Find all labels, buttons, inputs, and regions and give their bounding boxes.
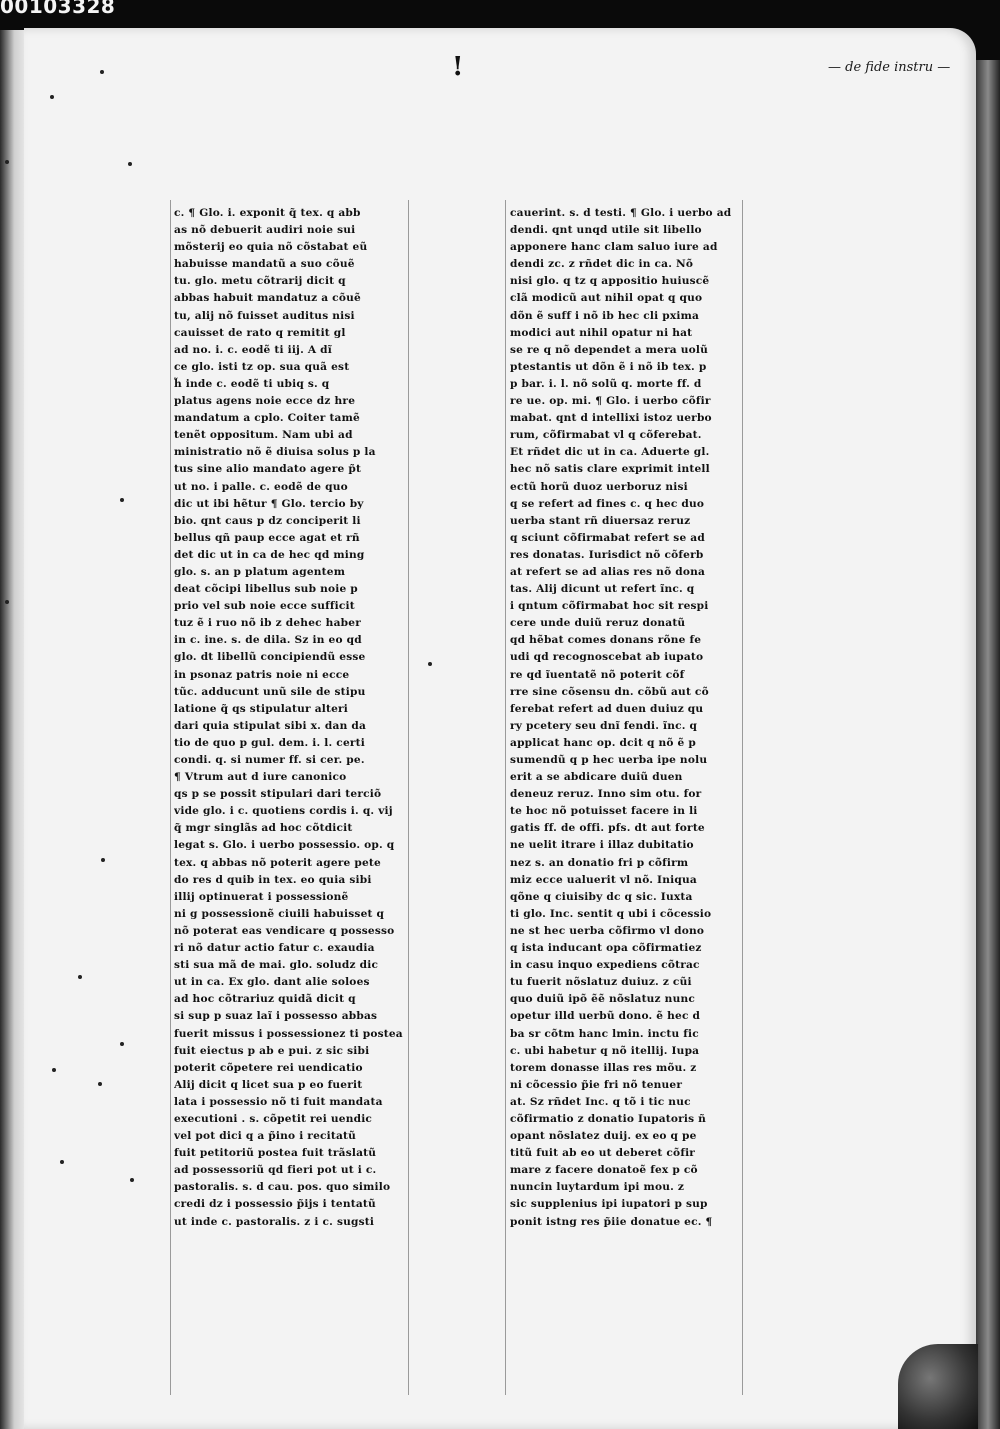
text-line: c. ¶ Glo. i. exponit q̃ tex. q abb bbox=[174, 207, 361, 219]
text-line: as nõ debuerit audiri noie sui bbox=[174, 224, 356, 237]
text-line: fuit petitoriũ postea fuit trãslatũ bbox=[174, 1147, 377, 1160]
text-line: gatis ff. de offi. pfs. dt aut forte bbox=[510, 822, 705, 835]
text-line: vide glo. i c. quotiens cordis i. q. vij bbox=[174, 805, 393, 818]
text-line: Alij dicit q licet sua p eo fuerit bbox=[174, 1078, 363, 1091]
text-line: ne uelit itrare i illaz dubitatio bbox=[510, 839, 694, 852]
text-line: nõ poterat eas vendicare q possesso bbox=[174, 924, 395, 937]
text-line: ectũ horũ duoz uerboruz nisi bbox=[510, 480, 688, 493]
text-line: sic supplenius ipi iupatori p sup bbox=[510, 1198, 708, 1211]
text-line: tu fuerit nõslatuz duiuz. z cũi bbox=[510, 976, 692, 989]
ruling-line bbox=[505, 200, 506, 1395]
text-line: ni g possessionẽ ciuili habuisset q bbox=[174, 907, 385, 920]
text-line: in psonaz patris noie ni ecce bbox=[174, 668, 350, 681]
text-line: sti sua mã de mai. glo. soludz dic bbox=[174, 959, 379, 972]
text-line: re ue. op. mi. ¶ Glo. i uerbo cõfir bbox=[510, 395, 711, 408]
film-speck bbox=[128, 162, 132, 166]
text-line: applicat hanc op. dcit q nõ ẽ p bbox=[510, 736, 696, 749]
text-line: latione q̃ qs stipulatur alteri bbox=[174, 702, 349, 715]
text-line: q ista inducant opa cõfirmatiez bbox=[510, 942, 702, 955]
text-line: ni cõcessio p̃ie fri nõ tenuer bbox=[510, 1078, 683, 1091]
text-line: hec nõ satis clare exprimit intell bbox=[510, 463, 710, 476]
text-line: se re q nõ dependet a mera uolũ bbox=[510, 343, 709, 356]
text-line: platus agens noie ecce dz hre bbox=[174, 395, 356, 408]
text-line: ad possessoriũ qd fieri pot ut i c. bbox=[174, 1164, 377, 1177]
text-line: erit a se abdicare duiũ duen bbox=[510, 771, 683, 784]
film-speck bbox=[120, 498, 124, 502]
text-line: tex. q abbas nõ poterit agere pete bbox=[174, 856, 381, 869]
text-line: p bar. i. l. nõ solũ q. morte ff. d bbox=[510, 377, 702, 390]
text-line: do res d quib in tex. eo quia sibi bbox=[174, 873, 372, 886]
text-line: q sciunt cõfirmabat refert se ad bbox=[510, 531, 705, 544]
text-column-left bbox=[174, 205, 414, 1231]
text-line: fuit eiectus p ab e pui. z sic sibi bbox=[174, 1044, 370, 1057]
text-line: udi qd recognoscebat ab iupato bbox=[510, 651, 704, 664]
text-line: q se refert ad fines c. q hec duo bbox=[510, 497, 705, 510]
text-line: torem donasse illas res mõu. z bbox=[510, 1061, 697, 1074]
text-line: tũc. adducunt unũ sile de stipu bbox=[174, 685, 366, 698]
text-line: ¶ Vtrum aut d iure canonico bbox=[174, 771, 347, 784]
text-line: tio de quo p gul. dem. i. l. certi bbox=[174, 736, 366, 749]
thumb-shadow bbox=[898, 1344, 978, 1429]
text-line: at. Sz rñdet Inc. q tõ i tic nuc bbox=[510, 1095, 691, 1108]
text-line: rre sine cõsensu dn. cõbũ aut cõ bbox=[510, 685, 709, 698]
text-line: mõsterij eo quia nõ cõstabat eũ bbox=[174, 241, 368, 254]
text-line: dõn ẽ suff i nõ ib hec cli pxima bbox=[510, 309, 700, 322]
text-line: dari quia stipulat sibi x. dan da bbox=[174, 719, 367, 732]
text-line: quo duiũ ipõ ẽẽ nõslatuz nunc bbox=[510, 993, 696, 1006]
text-line: res donatas. Iurisdict nõ cõferb bbox=[510, 548, 704, 561]
text-line: cauerint. s. d testi. ¶ Glo. i uerbo ad bbox=[510, 207, 732, 219]
text-line: glo. s. an p platum agentem bbox=[174, 565, 346, 578]
text-line: miz ecce ualuerit vl nõ. Iniqua bbox=[510, 873, 697, 886]
text-line: dendi zc. z rñdet dic in ca. Nõ bbox=[510, 258, 694, 271]
text-line: c. ubi habetur q nõ itellij. Iupa bbox=[510, 1044, 700, 1057]
text-line: cauisset de rato q remitit gl bbox=[174, 326, 346, 339]
text-line: tuz ẽ i ruo nõ ib z dehec haber bbox=[174, 617, 361, 630]
text-line: h̃ inde c. eodẽ ti ubiq s. q bbox=[174, 377, 330, 390]
text-line: ut inde c. pastoralis. z i c. sugsti bbox=[174, 1215, 375, 1228]
marginal-mark: ! bbox=[452, 52, 464, 82]
text-line: mabat. qnt d intellixi istoz uerbo bbox=[510, 412, 712, 425]
text-line: sumendũ q p hec uerba ipe nolu bbox=[510, 754, 708, 766]
text-line: vel pot dici q a p̃ino i recitatũ bbox=[174, 1130, 357, 1143]
text-line: deneuz reruz. Inno sim otu. for bbox=[510, 788, 702, 801]
text-line: te hoc nõ potuisset facere in li bbox=[510, 805, 698, 818]
text-line: ce glo. isti tz op. sua quã est bbox=[174, 360, 350, 373]
text-line: ti glo. Inc. sentit q ubi i cõcessio bbox=[510, 907, 712, 920]
film-speck bbox=[98, 1082, 102, 1086]
film-speck bbox=[78, 975, 82, 979]
text-line: si sup p suaz laĩ i possesso abbas bbox=[174, 1010, 378, 1023]
text-line: q̃ mgr singlãs ad hoc cõtdicit bbox=[174, 822, 353, 835]
book-spine bbox=[0, 30, 26, 1429]
text-line: fuerit missus i possessionez ti postea bbox=[174, 1027, 403, 1040]
text-line: mare z facere donatoẽ fex p cõ bbox=[510, 1164, 698, 1177]
text-line: prio vel sub noie ecce sufficit bbox=[174, 600, 355, 613]
ruling-line bbox=[170, 200, 171, 1395]
text-line: illij optinuerat i possessionẽ bbox=[174, 890, 349, 903]
film-speck bbox=[120, 1042, 124, 1046]
film-speck bbox=[130, 1178, 134, 1182]
text-line: dendi. qnt unqd utile sit libello bbox=[510, 224, 702, 237]
text-line: cere unde duiũ reruz donatũ bbox=[510, 617, 686, 630]
text-line: uerba stant rñ diuersaz reruz bbox=[510, 514, 691, 527]
text-line: opetur illd uerbũ dono. ẽ hec d bbox=[510, 1010, 701, 1023]
text-line: abbas habuit mandatuz a cõuẽ bbox=[174, 292, 361, 305]
text-line: modici aut nihil opatur ni hat bbox=[510, 326, 693, 339]
text-line: condi. q. si numer ff. si cer. pe. bbox=[174, 754, 365, 766]
text-line: tas. Alij dicunt ut refert ĩnc. q bbox=[510, 583, 695, 596]
text-line: tu, alij nõ fuisset auditus nisi bbox=[174, 309, 355, 322]
text-line: rum, cõfirmabat vl q cõferebat. bbox=[510, 429, 702, 442]
text-line: tu. glo. metu cõtrarij dicit q bbox=[174, 275, 346, 288]
text-column-right bbox=[510, 205, 750, 1231]
film-id-label: 00103328 bbox=[0, 0, 116, 18]
text-line: ad hoc cõtrariuz quidã dicit q bbox=[174, 993, 356, 1006]
text-line: pastoralis. s. d cau. pos. quo similo bbox=[174, 1181, 391, 1194]
film-speck bbox=[428, 662, 432, 666]
film-speck bbox=[52, 1068, 56, 1072]
text-line: legat s. Glo. i uerbo possessio. op. q bbox=[174, 839, 395, 852]
text-line: ne st hec uerba cõfirmo vl dono bbox=[510, 924, 705, 937]
text-line: ferebat refert ad duen duiuz qu bbox=[510, 702, 704, 715]
text-line: qd hẽbat comes donans rõne fe bbox=[510, 634, 702, 647]
film-speck bbox=[5, 600, 9, 604]
text-line: ri nõ datur actio fatur c. exaudia bbox=[174, 942, 375, 955]
manuscript-folio bbox=[24, 28, 976, 1429]
text-line: i qntum cõfirmabat hoc sit respi bbox=[510, 600, 709, 613]
text-line: ptestantis ut dõn ẽ i nõ ib tex. p bbox=[510, 360, 707, 373]
text-line: glo. dt libellũ concipiendũ esse bbox=[174, 651, 366, 664]
text-line: ut no. i palle. c. eodẽ de quo bbox=[174, 480, 348, 493]
text-line: lata i possessio nõ ti fuit mandata bbox=[174, 1095, 383, 1108]
text-line: ba sr cõtm hanc lmin. inctu fic bbox=[510, 1027, 699, 1040]
text-line: titũ fuit ab eo ut deberet cõfir bbox=[510, 1147, 696, 1160]
text-line: bellus qñ paup ecce agat et rñ bbox=[174, 531, 360, 544]
running-title: — de fide instru — bbox=[828, 60, 951, 75]
text-line: nuncin luytardum ipi mou. z bbox=[510, 1181, 685, 1194]
text-line: ad no. i. c. eodẽ ti iij. A dĩ bbox=[174, 343, 332, 356]
text-line: ry pcetery seu dnĩ fendi. ĩnc. q bbox=[510, 719, 698, 732]
text-line: tenẽt oppositum. Nam ubi ad bbox=[174, 429, 353, 442]
text-line: dic ut ibi hẽtur ¶ Glo. tercio by bbox=[174, 497, 364, 510]
text-line: nisi glo. q tz q appositio huiuscẽ bbox=[510, 275, 710, 288]
text-line: det dic ut in ca de hec qd ming bbox=[174, 548, 365, 561]
text-line: qs p se possit stipulari dari terciõ bbox=[174, 788, 382, 801]
text-line: mandatum a cplo. Coiter tamẽ bbox=[174, 412, 360, 425]
film-speck bbox=[5, 160, 9, 164]
text-line: poterit cõpetere rei uendicatio bbox=[174, 1061, 363, 1074]
text-line: opant nõslatez duij. ex eo q pe bbox=[510, 1130, 697, 1143]
film-speck bbox=[60, 1160, 64, 1164]
text-line: bio. qnt caus p dz conciperit li bbox=[174, 514, 361, 527]
text-line: ministratio nõ ẽ diuisa solus p la bbox=[174, 446, 376, 459]
film-speck bbox=[100, 70, 104, 74]
film-speck bbox=[101, 858, 105, 862]
text-line: at refert se ad alias res nõ dona bbox=[510, 565, 706, 578]
text-line: in casu inquo expediens cõtrac bbox=[510, 959, 700, 972]
text-line: credi dz i possessio p̃ijs i tentatũ bbox=[174, 1198, 376, 1211]
text-line: executioni . s. cõpetit rei uendic bbox=[174, 1112, 373, 1125]
text-line: ut in ca. Ex glo. dant alie soloes bbox=[174, 976, 370, 989]
text-line: in c. ine. s. de dila. Sz in eo qd bbox=[174, 634, 362, 647]
text-line: clã modicũ aut nihil opat q quo bbox=[510, 292, 703, 305]
text-line: tus sine alio mandato agere p̃t bbox=[174, 463, 362, 476]
text-line: Et rñdet dic ut in ca. Aduerte gl. bbox=[510, 446, 710, 459]
text-line: apponere hanc clam saluo iure ad bbox=[510, 241, 718, 254]
text-line: ponit istng res p̃iie donatue ec. ¶ bbox=[510, 1215, 713, 1228]
text-line: re qd ĩuentatẽ nõ poterit cõf bbox=[510, 668, 685, 681]
text-line: qõne q ciuisiby dc q sic. Iuxta bbox=[510, 890, 693, 903]
film-speck bbox=[50, 95, 54, 99]
text-line: deat cõcipi libellus sub noie p bbox=[174, 583, 358, 596]
text-line: habuisse mandatũ a suo cõuẽ bbox=[174, 258, 355, 271]
text-line: cõfirmatio z donatio Iupatoris ñ bbox=[510, 1112, 707, 1125]
text-line: nez s. an donatio fri p cõfirm bbox=[510, 856, 689, 869]
